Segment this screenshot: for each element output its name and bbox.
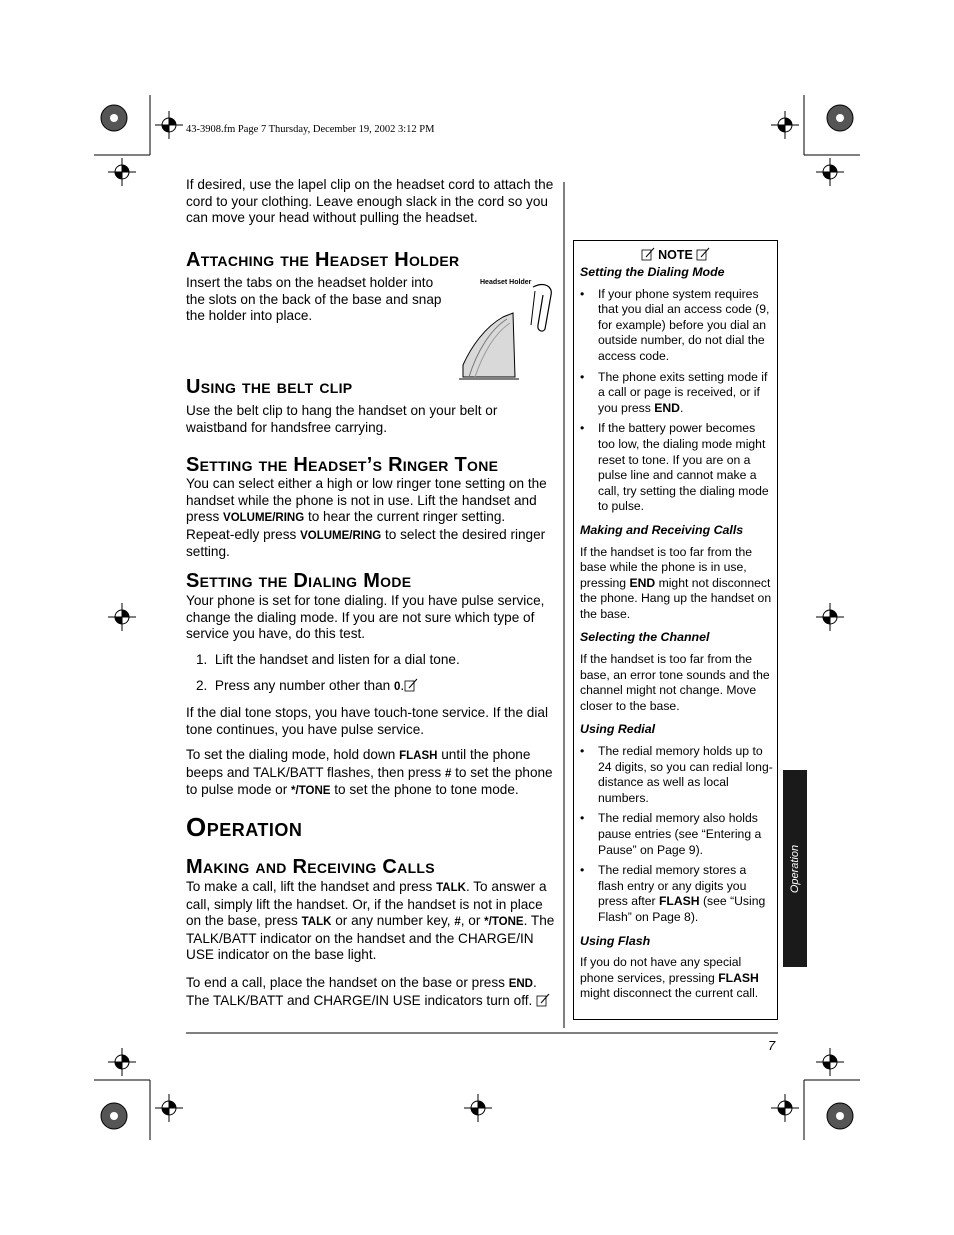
key-talk: TALK <box>436 882 466 894</box>
text-part: to set the phone to pulse mode or <box>186 764 553 798</box>
note-label: NOTE <box>658 248 693 262</box>
ringer-text-part: to hear the current ringer setting. Repeat-edly press <box>186 509 506 542</box>
note-bullet: • If the battery power becomes too low, the dialing mode might reset to tone. If you are on a pulse line and cannot make a call, try setting the dialing mode to pulse. <box>580 421 774 515</box>
dialing-step-1 <box>196 652 460 669</box>
text-part: If you do not have any special phone services, pressing <box>580 955 742 985</box>
ringer-text-part: You can select either a high or low ringer tone setting on the handset while the phone is not in use. Lift the handset and press <box>186 476 547 525</box>
dialing-intro: Your phone is set for tone dialing. If you have pulse service, change the dialing mode. If you are not sure which type of service you have, do this test. <box>186 593 545 642</box>
dialing-step-2: 2. Press any number other than 0. <box>196 678 418 696</box>
registration-mark-icon <box>771 111 799 139</box>
text-part: or any number key, <box>331 913 455 929</box>
text-part: To end a call, place the handset on the base or press <box>186 975 509 990</box>
headset-holder-icon <box>455 277 560 382</box>
registration-mark-icon <box>155 1094 183 1122</box>
registration-mark-icon <box>108 603 136 631</box>
registration-mark-icon <box>108 1048 136 1076</box>
page-number: 7 <box>768 1038 776 1053</box>
key-zero: 0 <box>393 681 401 693</box>
calls-paragraph-2 <box>186 975 560 1009</box>
dialing-set-instructions <box>186 747 558 800</box>
note-heading-dialing: Setting the Dialing Mode <box>580 265 725 279</box>
registration-mark-icon <box>816 158 844 186</box>
side-tab-label: Operation <box>789 844 801 893</box>
registration-star-icon <box>101 1103 127 1129</box>
text-part: to set the phone to tone mode. <box>330 782 519 798</box>
text-part: . <box>679 400 684 415</box>
note-box <box>573 240 778 1020</box>
registration-star-icon <box>827 1103 853 1129</box>
text-part: might not disconnect the phone. Hang up the handset on the base. <box>580 575 772 621</box>
note-paragraph <box>580 955 774 1002</box>
pencil-note-icon <box>404 678 418 692</box>
ringer-text-part: to select the desired ringer setting. <box>186 526 546 560</box>
step-number: 1. <box>196 652 215 667</box>
registration-mark-icon <box>108 158 136 186</box>
step-text: Press any number other than <box>214 678 394 693</box>
ringer-text <box>186 476 556 561</box>
note-paragraph: If the handset is too far from the base, an error tone sounds and the channel might not change. Move closer to the base. <box>580 652 770 713</box>
note-heading-calls: Making and Receiving Calls <box>580 522 744 537</box>
dialing-result: If the dial tone stops, you have touch-tone service. If the dial tone continues, you have pulse service. <box>186 705 548 737</box>
key-flash: FLASH <box>658 894 700 909</box>
key-star-tone: */TONE <box>484 916 524 929</box>
registration-mark-icon <box>816 603 844 631</box>
key-flash: FLASH <box>718 970 759 985</box>
pencil-note-icon <box>641 247 655 261</box>
registration-mark-icon <box>464 1094 492 1122</box>
key-pound: # <box>444 767 452 780</box>
text-part: might disconnect the current call. <box>580 986 759 1001</box>
text-part: If the handset is too far from the base while the phone is in use, pressing <box>580 544 753 590</box>
chapter-title-operation: Operation <box>186 812 303 842</box>
text-part: . The TALK/BATT and CHARGE/IN USE indicators turn off. <box>186 975 537 1008</box>
header-stamp: 43-3908.fm Page 7 Thursday, December 19, 2002 3:12 PM <box>186 124 435 135</box>
registration-star-icon <box>101 105 127 131</box>
key-volume-ring: VOLUME/RING <box>300 529 382 542</box>
registration-mark-icon <box>155 111 183 139</box>
calls-paragraph-1 <box>186 879 556 964</box>
key-pound: # <box>454 916 461 929</box>
text-part: , or <box>460 913 485 929</box>
text-part: . The TALK/BATT indicator on the handset and the CHARGE/IN USE indicator on the base light. <box>186 913 555 963</box>
key-flash: FLASH <box>399 750 438 762</box>
note-heading-redial: Using Redial <box>580 722 656 737</box>
note-bullet <box>580 863 774 925</box>
step-text: Lift the handset and listen for a dial tone. <box>214 652 460 667</box>
note-bullet: • The redial memory holds up to 24 digits, so you can redial long-distance as well as local numbers. <box>580 744 774 806</box>
section-title-belt: Using the belt clip <box>186 376 353 398</box>
note-header <box>574 247 777 262</box>
text-part: The redial memory stores a flash entry or any digits you press after <box>598 863 747 909</box>
note-heading-flash: Using Flash <box>580 933 651 948</box>
text-part: until the phone beeps and TALK/BATT flashes, then press <box>186 747 531 780</box>
note-bullet: • If your phone system requires that you dial an access code (9, for example) before you dial an outside number, do not dial the access code. <box>580 287 774 365</box>
section-title-dialing: Setting the Dialing Mode <box>186 570 412 592</box>
section-title-calls: Making and Receiving Calls <box>186 856 435 878</box>
text-part: To make a call, lift the handset and press <box>186 879 437 894</box>
side-tab <box>783 770 807 967</box>
section-title-ringer: Setting the Headset’s Ringer Tone <box>186 454 499 476</box>
text-part: . To answer a call, simply lift the handset. Or, if the handset is not in place on the base, press <box>186 879 547 929</box>
belt-text: Use the belt clip to hang the handset on your belt or waistband for handsfree carrying. <box>186 403 498 435</box>
section-title-holder: Attaching the Headset Holder <box>186 249 460 271</box>
key-star-tone: */TONE <box>291 785 331 798</box>
step-number: 2. <box>196 678 215 693</box>
registration-mark-icon <box>816 1048 844 1076</box>
headset-holder-figure <box>455 277 560 382</box>
note-content <box>574 262 777 1002</box>
note-bullet: • The redial memory also holds pause entries (see “Entering a Pause” on Page 9). <box>580 811 774 858</box>
text-part: To set the dialing mode, hold down <box>186 747 400 762</box>
note-bullet <box>580 370 774 417</box>
holder-text: Insert the tabs on the headset holder into the slots on the back of the base and snap the holder into place. <box>186 275 442 324</box>
key-end: END <box>654 400 680 415</box>
note-paragraph <box>580 545 774 623</box>
text-part: (see “Using Flash” on Page 8). <box>598 894 766 924</box>
registration-star-icon <box>827 105 853 131</box>
text-part: The phone exits setting mode if a call or page is received, or if you press <box>598 369 768 415</box>
key-talk: TALK <box>301 916 332 929</box>
key-volume-ring: VOLUME/RING <box>223 512 305 525</box>
registration-mark-icon <box>771 1094 799 1122</box>
key-end: END <box>629 575 656 590</box>
intro-paragraph: If desired, use the lapel clip on the headset cord to attach the cord to your clothing. Leave enough slack in the cord so you can move your head without pulling the headset. <box>186 177 554 226</box>
key-end: END <box>508 978 533 990</box>
figure-label: Headset Holder <box>480 279 532 286</box>
note-heading-channel: Selecting the Channel <box>580 630 710 645</box>
pencil-note-icon <box>536 993 550 1007</box>
pencil-note-icon <box>696 247 710 261</box>
